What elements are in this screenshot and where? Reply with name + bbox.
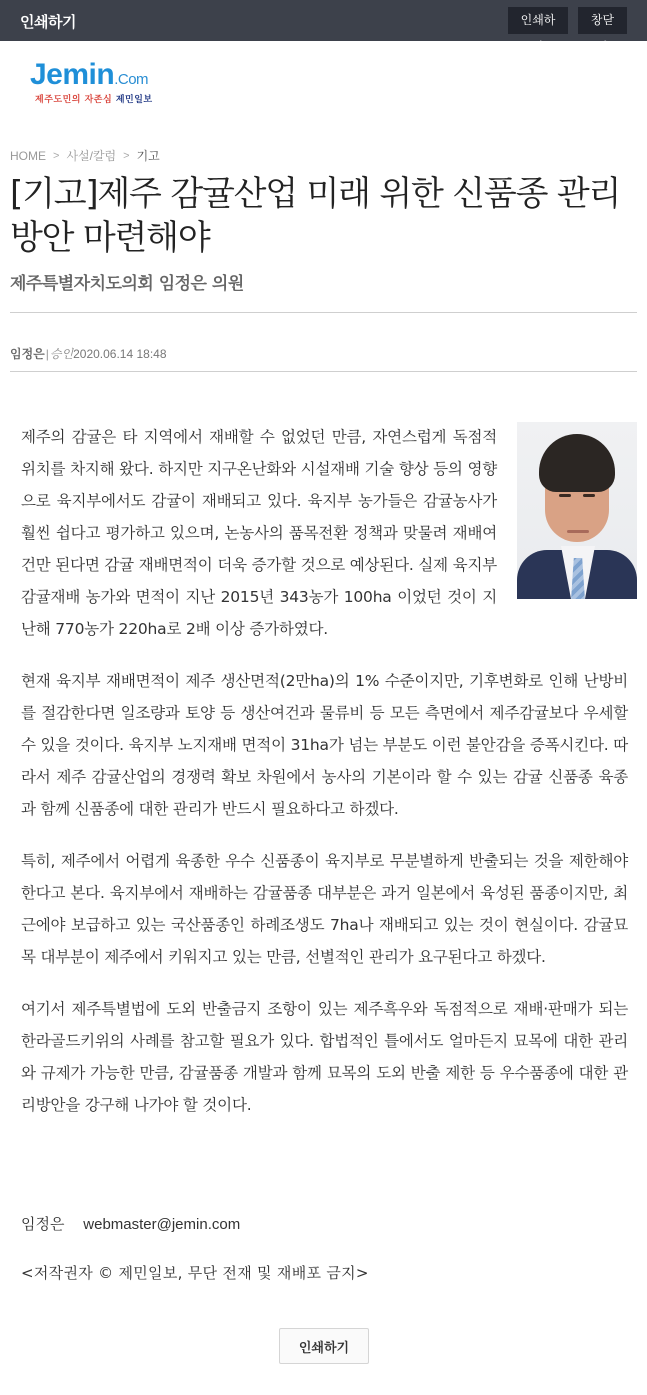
photo-eye — [583, 494, 595, 497]
photo-mouth — [567, 530, 589, 533]
logo-wordmark — [30, 58, 175, 94]
print-topbar — [0, 0, 647, 54]
topbar-title: 인쇄하기 — [20, 13, 76, 31]
print-button-bottom[interactable]: 인쇄하기 — [279, 1328, 369, 1364]
chevron-right-icon: > — [123, 149, 130, 162]
breadcrumb-current[interactable]: 기고 — [136, 149, 160, 163]
breadcrumb-section[interactable]: 사설/칼럼 — [66, 149, 117, 163]
article-paragraph: 현재 육지부 재배면적이 제주 생산면적(2만ha)의 1% 수준이지만, 기후변화로 인해 난방비를 절감한다면 일조량과 토양 등 생산여건과 물류비 등 모든 측면에서 제주감귤보다 우세할 수 있을 것이다. 육지부 노지재배 면적이 31ha가 넘는 부분도 이런 불안감을 증폭시킨다. 따라서 제주 감귤산업의 경쟁력 확보 차원에서 농사의 기본이라 할 수 있는 감귤 신품종 육종과 함께 신품종에 대한 관리가 반드시 필요하다고 하겠다. — [21, 672, 628, 818]
byline-approved-label: 승인 — [49, 347, 74, 361]
article-subtitle: 제주특별자치도의회 임정은 의원 — [10, 274, 244, 294]
reporter-name: 임정은 — [21, 1215, 65, 1233]
reporter-email[interactable]: webmaster@jemin.com — [83, 1216, 241, 1233]
breadcrumb — [10, 147, 160, 164]
article-title: [기고]제주 감귤산업 미래 위한 신품종 관리방안 마련해야 — [10, 174, 621, 258]
jemin-logo — [30, 58, 175, 105]
logo-tagline-red: 제주도민의 자존심 — [35, 95, 113, 105]
copyright-notice: <저작권자 © 제민일보, 무단 전재 및 재배포 금지> — [21, 1264, 369, 1282]
article-paragraph: 특히, 제주에서 어렵게 육종한 우수 신품종이 육지부로 무분별하게 반출되는 것을 제한해야 한다고 본다. 육지부에서 재배하는 감귤품종 대부분은 과거 일본에서 육성된 품종이지만, 최근에야 보급하고 있는 국산품종인 하례조생도 7ha나 재배되고 있는 것이 현실이다. 감귤묘목 대부분이 제주에서 키워지고 있는 만큼, 선별적인 관리가 요구된다고 하겠다. — [21, 852, 628, 966]
chevron-right-icon: > — [53, 149, 60, 162]
logo-tagline-navy: 제민일보 — [115, 95, 153, 105]
logo-tagline — [30, 94, 175, 106]
reporter-info — [21, 1213, 240, 1234]
divider — [10, 312, 637, 313]
divider — [10, 371, 637, 372]
byline-separator: | — [45, 346, 49, 361]
logo-suffix: .Com — [114, 71, 149, 88]
author-photo — [517, 422, 637, 599]
breadcrumb-home[interactable]: HOME — [10, 148, 46, 163]
byline-author: 임정은 — [10, 347, 45, 361]
photo-hair — [539, 434, 615, 492]
article-paragraph: 제주의 감귤은 타 지역에서 재배할 수 없었던 만큼, 자연스럽게 독점적 위치를 차지해 왔다. 하지만 지구온난화와 시설재배 기술 향상 등의 영향으로 육지부에서도 감귤이 재배되고 있다. 육지부 농가들은 감귤농사가 훨씬 쉽다고 평가하고 있으며, 논농사의 품목전환 정책과 맞물려 재배여건만 된다면 감귤 재배면적이 더욱 증가할 것으로 예상된다. 실제 육지부 감귤재배 농가와 면적이 지난 2015년 343농가 100ha 이었던 것이 지난해 770농가 220ha로 2배 이상 증가하였다. — [21, 428, 497, 638]
byline-datetime: 2020.06.14 18:48 — [73, 346, 167, 361]
logo-main-text: Jemin — [30, 58, 115, 91]
article-body — [21, 421, 628, 1141]
photo-eye — [559, 494, 571, 497]
article-byline — [10, 345, 167, 362]
print-button-top[interactable]: 인쇄하기 — [508, 7, 568, 34]
close-window-button[interactable]: 창닫기 — [578, 7, 627, 34]
article-paragraph: 여기서 제주특별법에 도외 반출금지 조항이 있는 제주흑우와 독점적으로 재배·판매가 되는 한라골드키위의 사례를 참고할 필요가 있다. 합법적인 틀에서도 얼마든지 묘목에 대한 관리와 규제가 가능한 만큼, 감귤품종 개발과 함께 묘목의 도외 반출 제한 등 우수품종에 대한 관리방안을 강구해 나가야 할 것이다. — [21, 1000, 628, 1114]
